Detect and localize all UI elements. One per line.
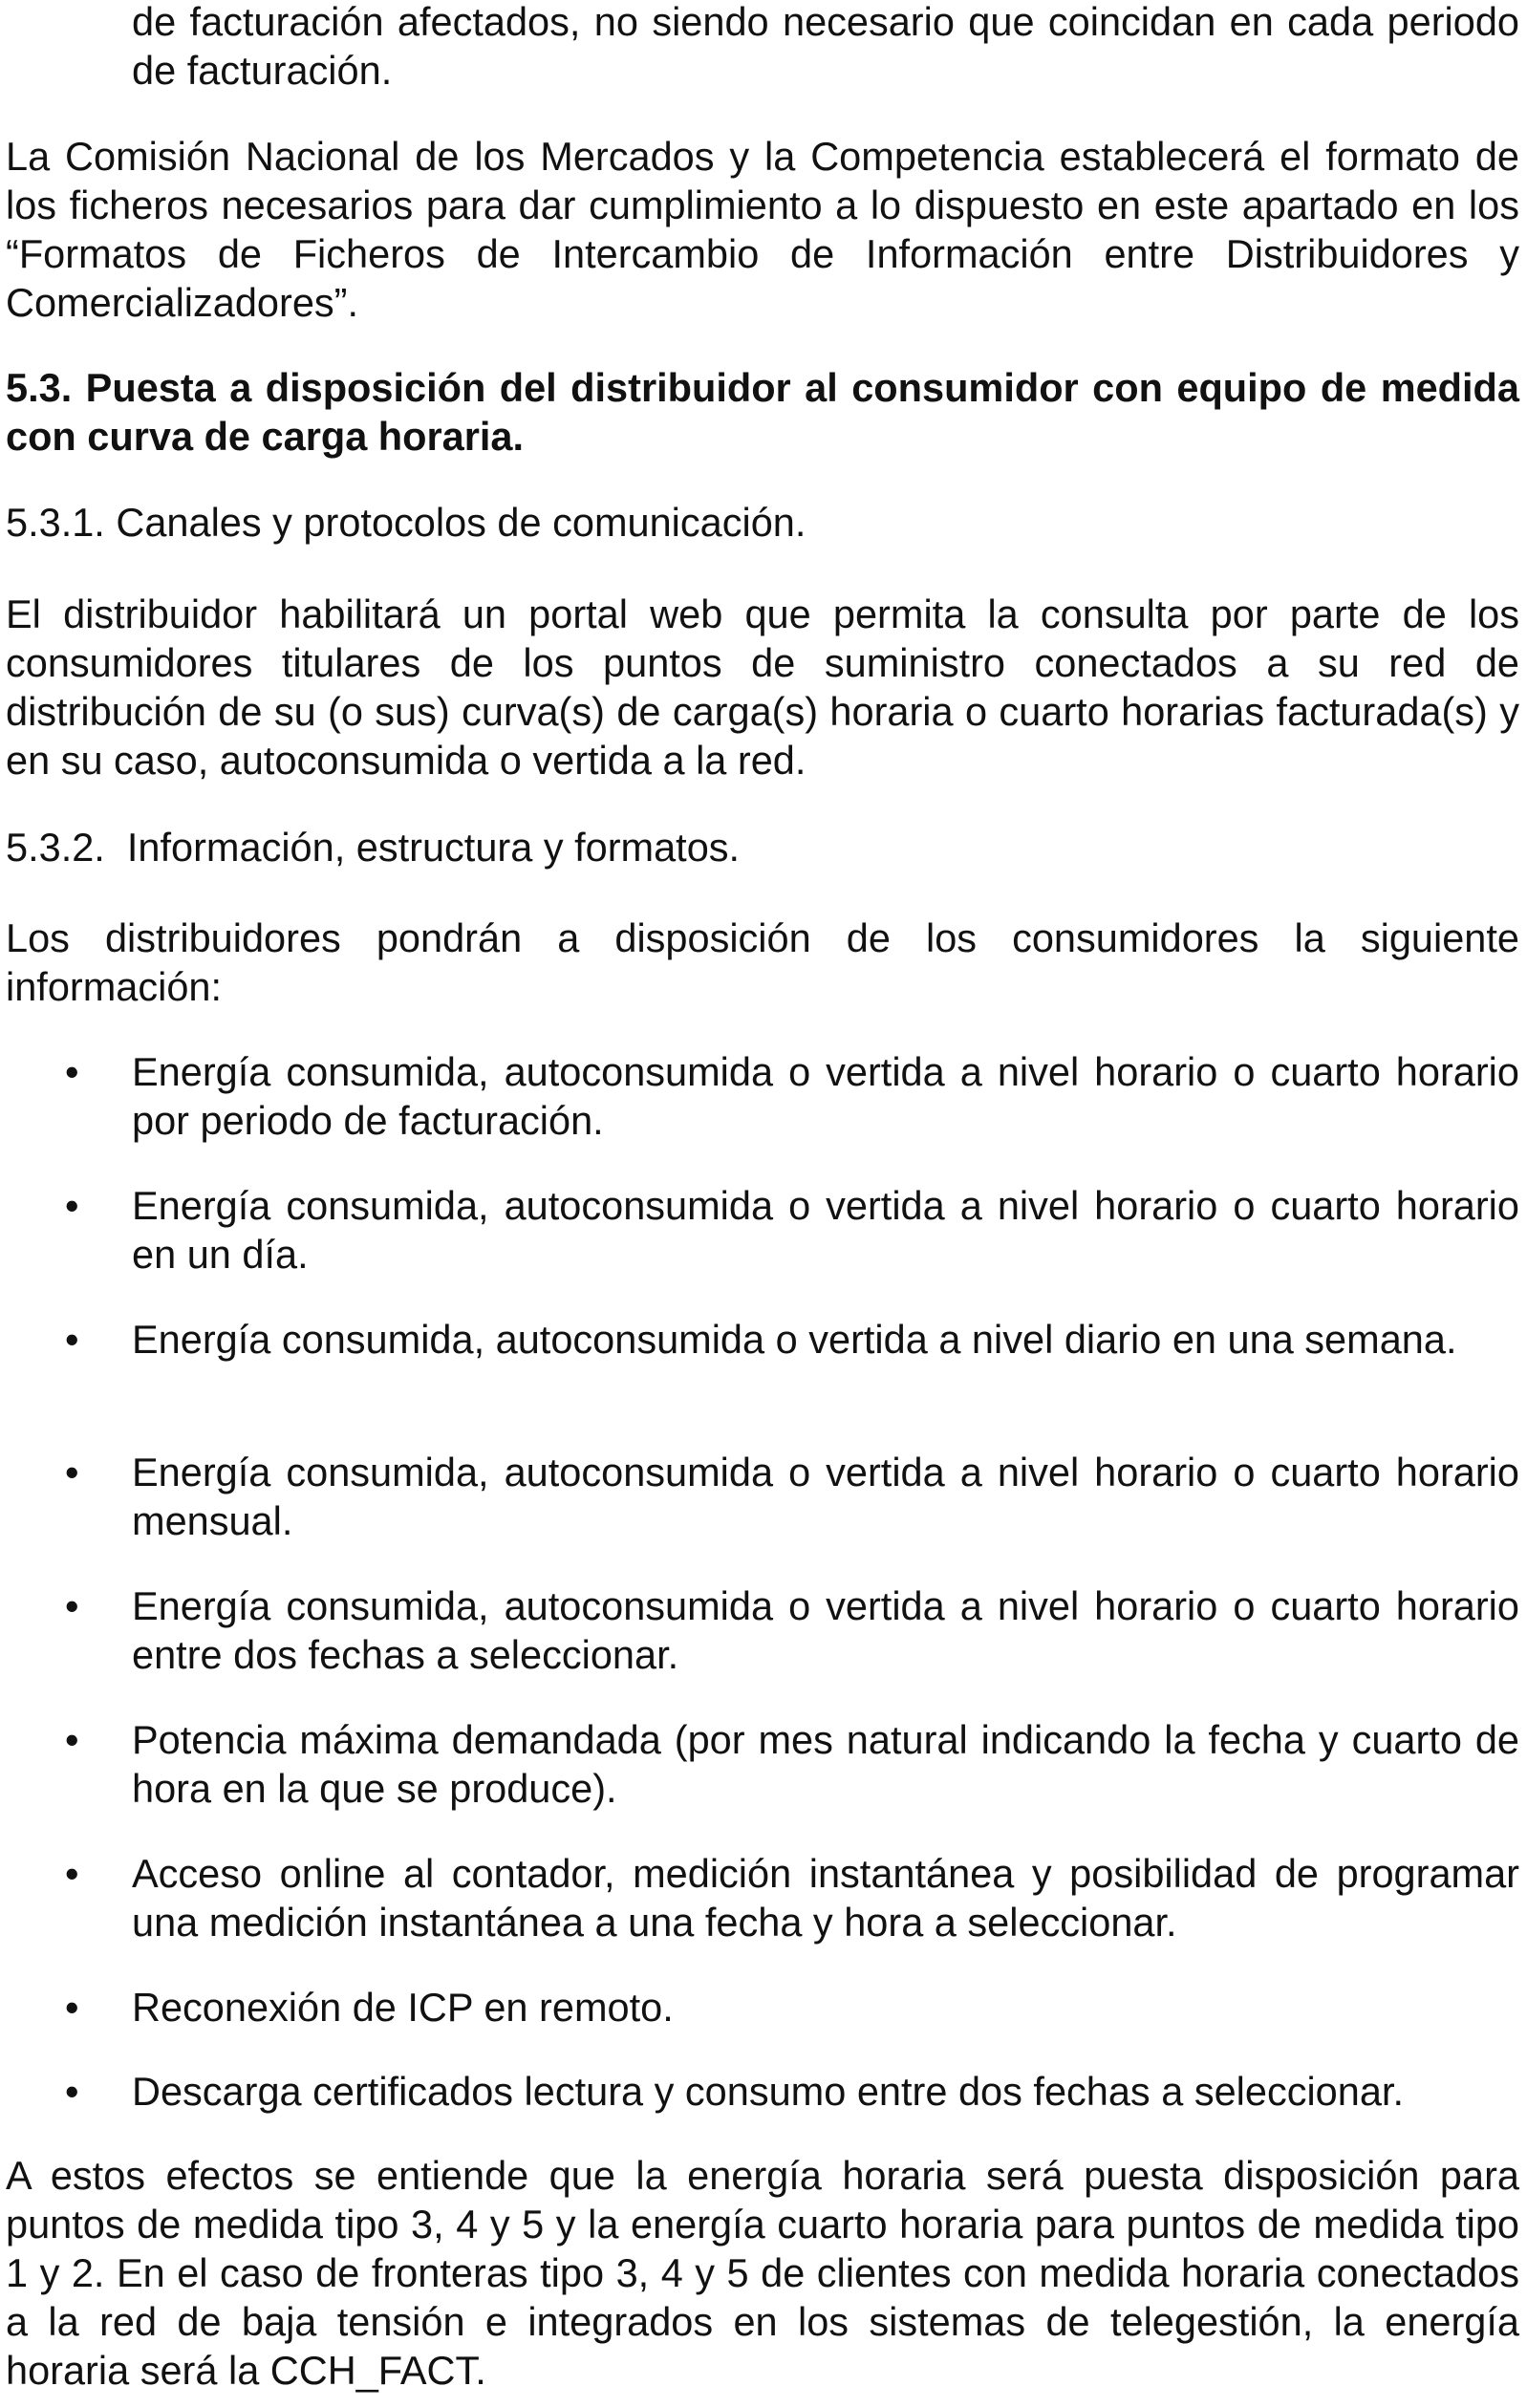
bullet-marker: •: [65, 1717, 79, 1762]
list-item: Energía consumida, autoconsumida o vertida a nivel horario o cuarto horario por periodo de facturación.: [132, 1049, 1519, 1143]
list-item: Reconexión de ICP en remoto.: [132, 1985, 674, 2030]
list-item: Energía consumida, autoconsumida o vertida a nivel diario en una semana.: [132, 1317, 1457, 1362]
bullet-marker: •: [65, 1851, 79, 1896]
intro-continuation-paragraph: de facturación afectados, no siendo necesario que coincidan en cada periodo de facturación.: [132, 0, 1519, 93]
subsection-2-heading: 5.3.2. Información, estructura y formatos.: [6, 825, 741, 870]
bullet-marker: •: [65, 1183, 79, 1228]
closing-paragraph: A estos efectos se entiende que la energía horaria será puesta disposición para puntos de medida tipo 3, 4 y 5 y la energía cuarto horaria para puntos de medida tipo 1 y 2. En el caso de fronteras tipo 3, 4 y 5 de clientes con medida horaria conectados a la red de baja tensión e integrados en los sistemas de telegestión, la energía horaria será la CCH_FACT.: [6, 2153, 1519, 2393]
bullet-marker: •: [65, 1450, 79, 1494]
subsection-1-paragraph: El distribuidor habilitará un portal web que permita la consulta por parte de los consumidores titulares de los puntos de suministro conectados a su red de distribución de su (o sus) curva(s) de carga(s) horaria o cuarto horarias facturada(s) y en su caso, autoconsumida o vertida a la red.: [6, 591, 1519, 783]
bullet-marker: •: [65, 2069, 79, 2114]
bullet-marker: •: [65, 1985, 79, 2030]
bullet-marker: •: [65, 1583, 79, 1628]
list-item: Energía consumida, autoconsumida o vertida a nivel horario o cuarto horario mensual.: [132, 1450, 1519, 1543]
bullet-marker: •: [65, 1049, 79, 1094]
subsection-1-heading: 5.3.1. Canales y protocolos de comunicación.: [6, 500, 807, 545]
subsection-2-intro: Los distribuidores pondrán a disposición de los consumidores la siguiente información:: [6, 915, 1519, 1009]
cnmc-paragraph: La Comisión Nacional de los Mercados y la Competencia establecerá el formato de los ficheros necesarios para dar cumplimiento a lo dispuesto en este apartado en los “Formatos de Ficheros de Intercambio de Información entre Distribuidores y Comercializadores”.: [6, 134, 1519, 325]
list-item: Acceso online al contador, medición instantánea y posibilidad de programar una medición instantánea a una fecha y hora a seleccionar.: [132, 1851, 1519, 1945]
list-item: Energía consumida, autoconsumida o vertida a nivel horario o cuarto horario en un día.: [132, 1183, 1519, 1277]
section-heading: 5.3. Puesta a disposición del distribuidor al consumidor con equipo de medida con curva de carga horaria.: [6, 365, 1519, 459]
list-item: Energía consumida, autoconsumida o vertida a nivel horario o cuarto horario entre dos fechas a seleccionar.: [132, 1583, 1519, 1677]
bullet-marker: •: [65, 1317, 79, 1362]
list-item: Potencia máxima demandada (por mes natural indicando la fecha y cuarto de hora en la que se produce).: [132, 1717, 1519, 1811]
list-item: Descarga certificados lectura y consumo entre dos fechas a seleccionar.: [132, 2069, 1404, 2114]
